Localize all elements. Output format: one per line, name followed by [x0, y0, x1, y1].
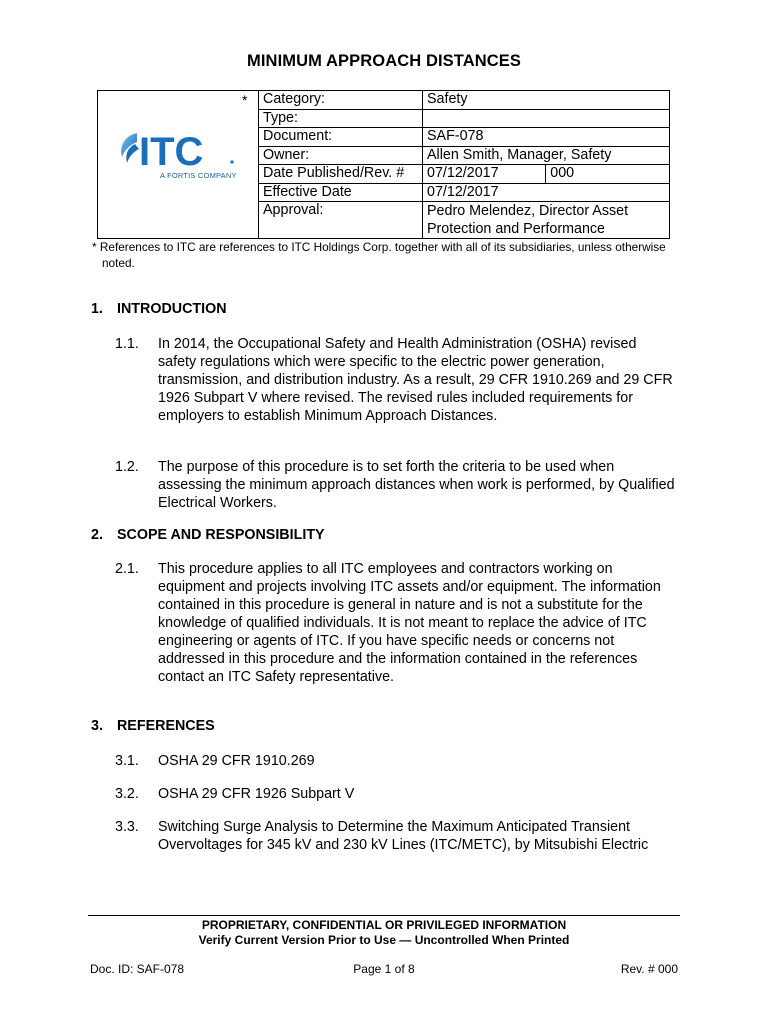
meta-label: Document:	[259, 128, 423, 147]
meta-value: 07/12/2017	[423, 183, 670, 202]
item-text: Switching Surge Analysis to Determine the Maximum Anticipated Transient Overvoltages for 345 kV and 230 kV Lines (ITC/METC), by Mitsubishi Electric	[158, 819, 649, 853]
section-number: 1.	[91, 301, 103, 317]
item-text: OSHA 29 CFR 1926 Subpart V	[158, 786, 355, 802]
document-metadata-table	[258, 91, 669, 238]
section-number: 3.	[91, 718, 103, 734]
list-item-1-1	[115, 335, 675, 425]
document-header-table	[97, 90, 670, 239]
meta-row-effective-date	[259, 183, 670, 202]
meta-value: SAF-078	[423, 128, 670, 147]
svg-text:ITC: ITC	[139, 130, 204, 174]
item-text: OSHA 29 CFR 1910.269	[158, 753, 315, 769]
footer-proprietary-notice: PROPRIETARY, CONFIDENTIAL OR PRIVILEGED INFORMATION	[201, 918, 567, 932]
meta-label: Category:	[259, 91, 423, 109]
meta-value: 07/12/2017	[423, 165, 546, 184]
list-item-2-1	[115, 560, 675, 686]
page-title: MINIMUM APPROACH DISTANCES	[247, 52, 521, 70]
section-number: 2.	[91, 527, 103, 543]
item-text: This procedure applies to all ITC employees and contractors working on equipment and projects involving ITC assets and/or equipment. The information contained in this procedure is general in nature and is not a substitute for the knowledge of qualified individuals. It is not meant to replace the advice of ITC engineering or agents of ITC. If you have specific needs or concerns not addressed in this procedure and the information contained in the references contact an ITC Safety representative.	[158, 561, 661, 685]
meta-value: Allen Smith, Manager, Safety	[423, 146, 670, 165]
note-line-2: noted.	[102, 255, 135, 270]
item-text: In 2014, the Occupational Safety and Health Administration (OSHA) revised safety regulations which were specific to the electric power generation, transmission, and distribution industry. As a result, 29 CFR 1910.269 and 29 CFR 1926 Subpart V where revised. The revised rules included requirements for employers to establish Minimum Approach Distances.	[158, 336, 673, 424]
footer-page-number: Page 1 of 8	[353, 962, 415, 976]
section-heading-references	[91, 718, 215, 734]
meta-label: Date Published/Rev. #	[259, 165, 423, 184]
list-item-3-3	[115, 818, 675, 854]
meta-row-type	[259, 109, 670, 128]
list-item-3-2	[115, 785, 675, 803]
logo-tagline: A FORTIS COMPANY	[160, 171, 237, 180]
footer-revision: Rev. # 000	[620, 962, 678, 976]
meta-value	[423, 109, 670, 128]
meta-label: Approval:	[259, 202, 423, 239]
list-item-3-1	[115, 752, 675, 770]
section-title: REFERENCES	[116, 718, 215, 734]
meta-row-category	[259, 91, 670, 109]
item-number: 1.1.	[115, 336, 139, 352]
item-number: 3.2.	[115, 786, 139, 802]
item-number: 1.2.	[115, 459, 139, 475]
meta-value: Pedro Melendez, Director Asset Protection and Performance	[423, 202, 670, 239]
meta-label: Effective Date	[259, 183, 423, 202]
item-text: The purpose of this procedure is to set forth the criteria to be used when assessing the minimum approach distances when work is performed, by Qualified Electrical Workers.	[158, 459, 675, 511]
meta-row-document	[259, 128, 670, 147]
meta-label: Owner:	[259, 146, 423, 165]
section-heading-introduction	[91, 301, 227, 317]
item-number: 2.1.	[115, 561, 139, 577]
meta-label: Type:	[259, 109, 423, 128]
list-item-1-2	[115, 458, 675, 512]
section-title: INTRODUCTION	[116, 301, 227, 317]
meta-row-date-published	[259, 165, 670, 184]
references-note	[92, 240, 692, 271]
logo-cell	[98, 91, 258, 238]
section-heading-scope	[91, 527, 325, 543]
footer-version-notice: Verify Current Version Prior to Use — Uncontrolled When Printed	[198, 933, 570, 947]
meta-rev-value: 000	[546, 165, 669, 184]
section-title: SCOPE AND RESPONSIBILITY	[116, 527, 325, 543]
footer-doc-id: Doc. ID: SAF-078	[90, 962, 185, 976]
item-number: 3.1.	[115, 753, 139, 769]
note-line-1: * References to ITC are references to ITC Holdings Corp. together with all of its subsidiaries, unless otherwise	[92, 240, 666, 254]
meta-value: Safety	[423, 91, 670, 109]
item-number: 3.3.	[115, 819, 139, 835]
footer-divider	[88, 915, 680, 916]
asterisk-mark: *	[242, 92, 248, 108]
meta-row-owner	[259, 146, 670, 165]
meta-row-approval	[259, 202, 670, 239]
